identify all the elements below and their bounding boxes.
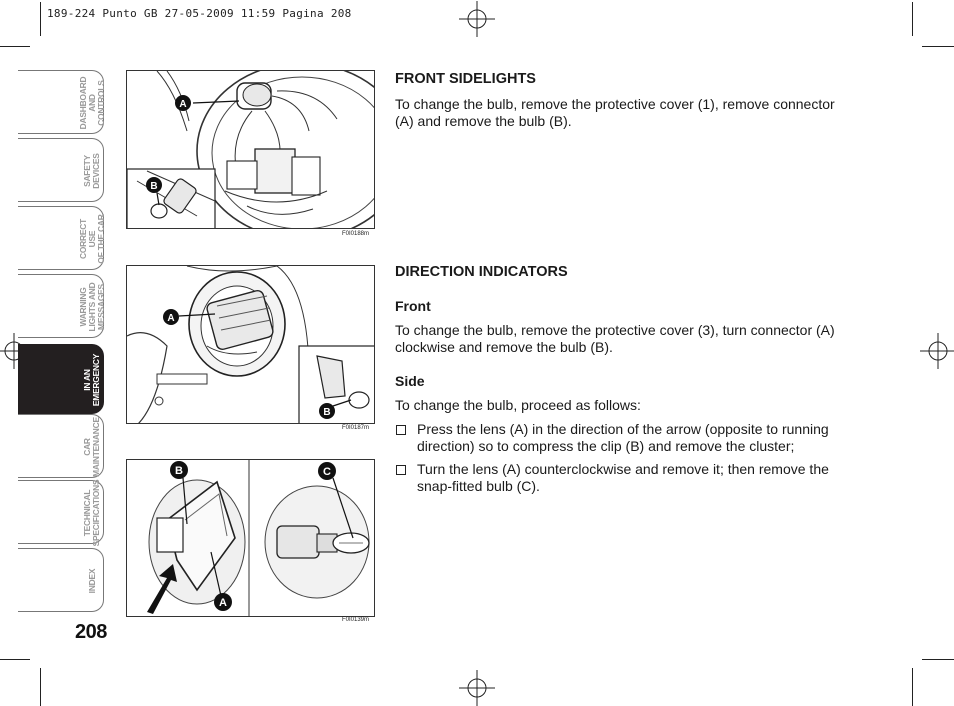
- callout-a: A: [179, 99, 187, 110]
- figure-code: F0I0187m: [342, 425, 370, 431]
- tab-index[interactable]: [18, 548, 104, 612]
- callout-c: C: [323, 466, 331, 478]
- figure-code: F0I0139m: [342, 617, 370, 623]
- list-item-text: Turn the lens (A) counterclockwise and remove it; then remove the snap-fitted bulb (C).: [417, 461, 829, 494]
- list-item: [395, 461, 855, 495]
- subsection-title-front: Front: [395, 298, 431, 314]
- list-item-text: Press the lens (A) in the direction of the arrow (opposite to running direction) so to compress the clip (B) and remove the cluster;: [417, 421, 829, 454]
- tab-label: TECHNICAL SPECIFICATIONS: [82, 479, 101, 547]
- tab-label: CAR MAINTENANCE: [82, 417, 101, 477]
- tab-warning-lights[interactable]: [18, 274, 104, 338]
- side-indicator-illustration: [127, 460, 375, 617]
- list-item: [395, 421, 855, 455]
- callout-b: B: [175, 465, 183, 477]
- section-front-sidelights: [395, 71, 865, 130]
- tab-technical-specifications[interactable]: [18, 479, 104, 547]
- tab-label: IN AN EMERGENCY: [82, 353, 101, 407]
- registration-mark-top: [459, 1, 495, 37]
- section-direction-indicators: [395, 264, 865, 501]
- figure-code: F0I0188m: [342, 231, 370, 237]
- tab-in-an-emergency[interactable]: [18, 344, 104, 414]
- subsection-title-side: Side: [395, 373, 425, 389]
- side-body: To change the bulb, proceed as follows:: [395, 397, 641, 413]
- tab-label: INDEX: [86, 568, 97, 594]
- tab-dashboard-and-controls[interactable]: [18, 70, 104, 134]
- registration-mark-bottom: [459, 670, 495, 706]
- tab-safety-devices[interactable]: [18, 138, 104, 202]
- section-title: DIRECTION INDICATORS: [395, 264, 568, 280]
- front-body: To change the bulb, remove the protective cover (3), turn connector (A) clockwise and remove the bulb (B).: [395, 322, 835, 355]
- front-indicator-illustration: [127, 266, 375, 424]
- callout-b: B: [323, 407, 331, 418]
- front-sidelight-illustration: [127, 71, 375, 229]
- tab-label: CORRECT USE OF THE CAR: [77, 214, 106, 264]
- checkbox-bullet-icon: [396, 465, 406, 475]
- figure-front-sidelight: [126, 70, 375, 229]
- page-number: 208: [75, 621, 107, 643]
- registration-mark-right: [920, 333, 954, 369]
- section-body: To change the bulb, remove the protective cover (1), remove connector (A) and remove the bulb (B).: [395, 96, 835, 129]
- tab-label: DASHBOARD AND CONTROLS: [77, 76, 106, 130]
- figure-front-indicator: [126, 265, 375, 424]
- figure-side-indicator: [126, 459, 375, 617]
- tab-label: SAFETY DEVICES: [82, 153, 101, 189]
- checkbox-bullet-icon: [396, 425, 406, 435]
- tab-label: WARNING LIGHTS AND MESSAGES: [77, 282, 106, 332]
- side-steps-list: [395, 421, 855, 495]
- callout-b: B: [150, 181, 158, 192]
- callout-a: A: [219, 597, 227, 609]
- print-slug: 189-224 Punto GB 27-05-2009 11:59 Pagina 208: [47, 7, 352, 20]
- tab-correct-use[interactable]: [18, 206, 104, 270]
- section-title: FRONT SIDELIGHTS: [395, 71, 536, 87]
- tab-car-maintenance[interactable]: [18, 414, 104, 478]
- callout-a: A: [167, 313, 175, 324]
